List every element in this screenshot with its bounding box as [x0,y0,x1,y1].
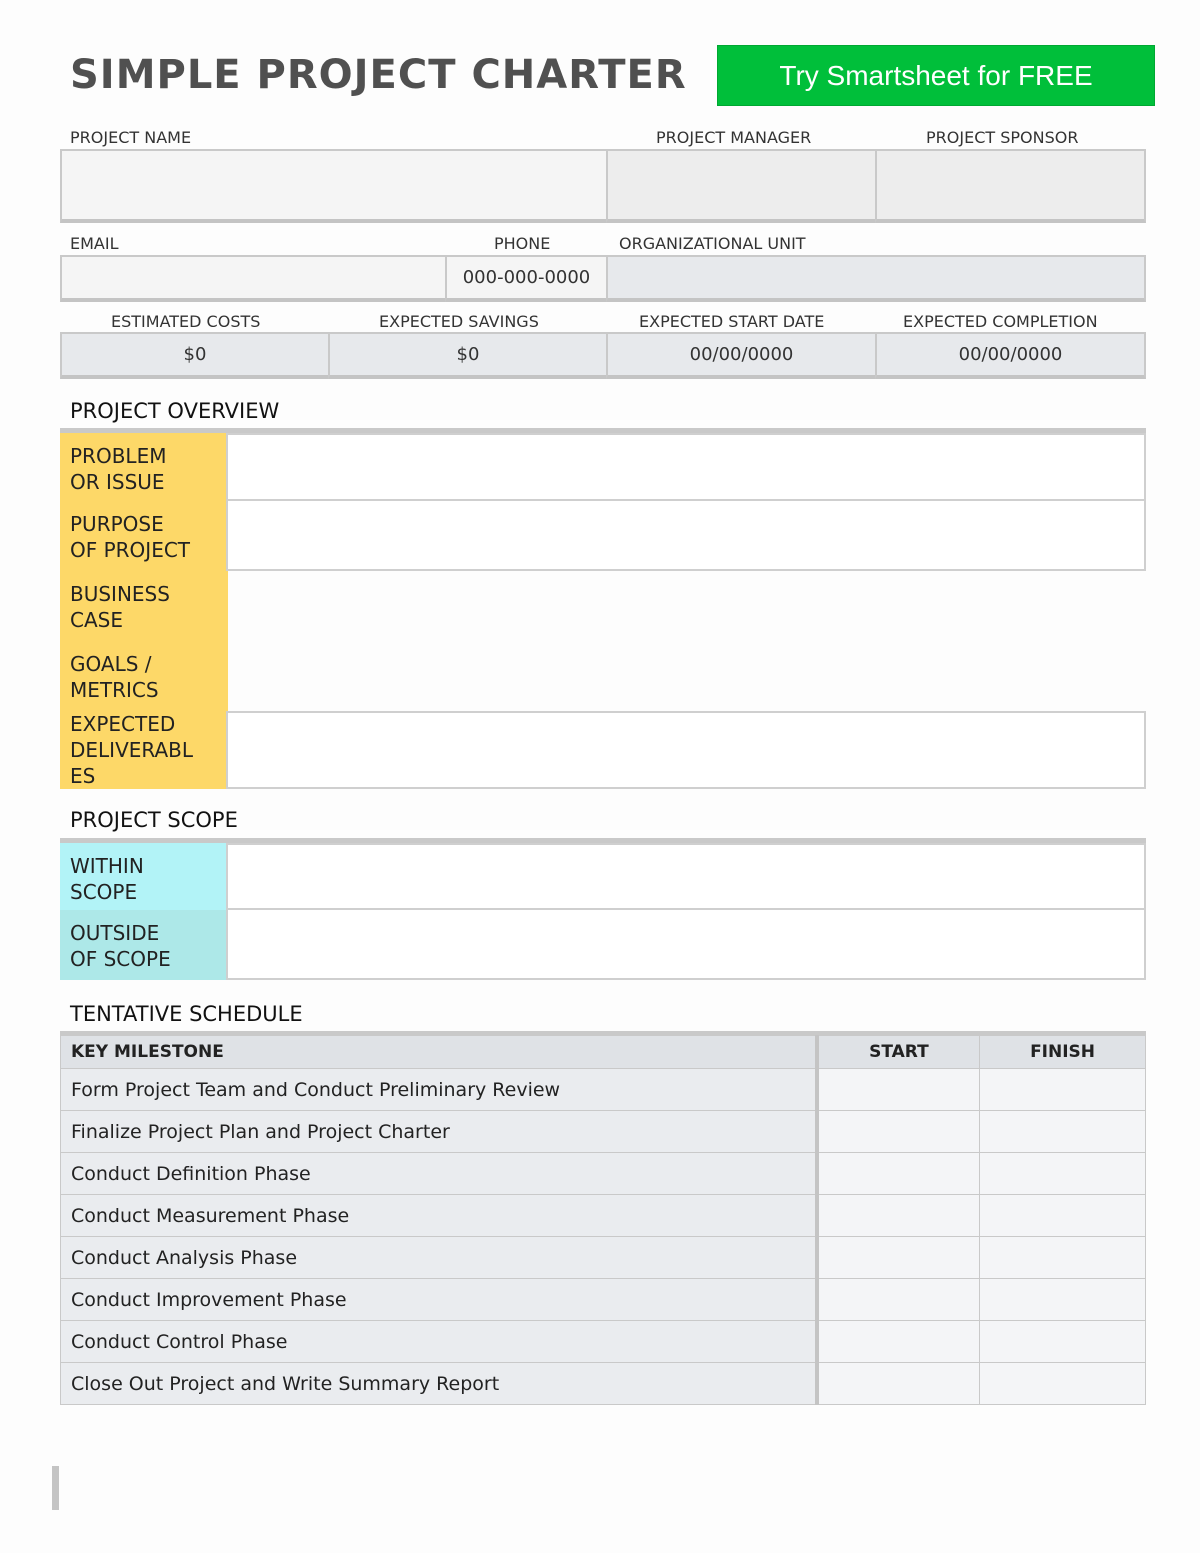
tentative-schedule-heading: TENTATIVE SCHEDULE [70,1002,303,1026]
table-row [61,1237,1146,1279]
problem-or-issue-label [60,433,228,501]
expected-savings-field[interactable]: $0 [328,332,608,379]
purpose-of-project-field[interactable] [226,499,1146,571]
organizational-unit-field[interactable] [606,255,1146,302]
table-row [61,1069,1146,1111]
project-manager-label: PROJECT MANAGER [656,128,812,147]
email-field[interactable] [60,255,447,302]
outside-of-scope-label [60,910,228,980]
expected-savings-label: EXPECTED SAVINGS [379,312,539,331]
finish-cell[interactable] [980,1321,1146,1363]
expected-deliverables-field[interactable] [226,711,1146,789]
schedule-table [60,1035,1146,1405]
table-row [61,1279,1146,1321]
start-cell[interactable] [817,1111,980,1153]
project-sponsor-field[interactable] [875,149,1146,223]
deliverables-line-1: EXPECTED [70,712,176,736]
within-line-2: SCOPE [70,880,138,904]
milestone-cell[interactable]: Conduct Analysis Phase [61,1237,817,1279]
email-label: EMAIL [70,234,119,253]
milestone-cell[interactable]: Conduct Definition Phase [61,1153,817,1195]
start-cell[interactable] [817,1195,980,1237]
milestone-cell[interactable]: Conduct Improvement Phase [61,1279,817,1321]
project-scope-heading: PROJECT SCOPE [70,808,238,832]
finish-cell[interactable] [980,1195,1146,1237]
table-row [61,1153,1146,1195]
finish-cell[interactable] [980,1111,1146,1153]
table-row [61,1195,1146,1237]
problem-line-1: PROBLEM [70,444,167,468]
start-cell[interactable] [817,1237,980,1279]
phone-label: PHONE [494,234,551,253]
milestone-cell[interactable]: Form Project Team and Conduct Preliminary Review [61,1069,817,1111]
finish-cell[interactable] [980,1069,1146,1111]
milestone-cell[interactable]: Conduct Measurement Phase [61,1195,817,1237]
estimated-costs-field[interactable]: $0 [60,332,330,379]
purpose-line-2: OF PROJECT [70,538,191,562]
business-line-1: BUSINESS [70,582,170,606]
within-scope-field[interactable] [226,843,1146,910]
project-overview-heading: PROJECT OVERVIEW [70,399,280,423]
within-line-1: WITHIN [70,854,144,878]
within-scope-label [60,843,228,910]
page-title: SIMPLE PROJECT CHARTER [70,52,687,98]
finish-header: FINISH [980,1036,1146,1069]
table-row [61,1363,1146,1405]
expected-deliverables-label [60,711,228,789]
start-cell[interactable] [817,1363,980,1405]
milestone-cell[interactable]: Close Out Project and Write Summary Report [61,1363,817,1405]
page-marker-bar [52,1466,59,1510]
goals-line-2: METRICS [70,678,159,702]
schedule-header-row [61,1036,1146,1069]
expected-start-date-label: EXPECTED START DATE [639,312,825,331]
project-name-label: PROJECT NAME [70,128,192,147]
deliverables-line-3: ES [70,764,96,788]
start-cell[interactable] [817,1321,980,1363]
problem-or-issue-field[interactable] [226,433,1146,501]
outside-of-scope-field[interactable] [226,908,1146,980]
expected-completion-label: EXPECTED COMPLETION [903,312,1098,331]
finish-cell[interactable] [980,1237,1146,1279]
organizational-unit-label: ORGANIZATIONAL UNIT [619,234,806,253]
problem-line-2: OR ISSUE [70,470,165,494]
goals-line-1: GOALS / [70,652,152,676]
purpose-line-1: PURPOSE [70,512,164,536]
key-milestone-header: KEY MILESTONE [61,1036,817,1069]
start-header: START [817,1036,980,1069]
purpose-of-project-label [60,501,228,571]
start-cell[interactable] [817,1069,980,1111]
finish-cell[interactable] [980,1363,1146,1405]
expected-completion-field[interactable]: 00/00/0000 [875,332,1146,379]
deliverables-line-2: DELIVERABL [70,738,194,762]
milestone-cell[interactable]: Finalize Project Plan and Project Charter [61,1111,817,1153]
business-line-2: CASE [70,608,123,632]
project-name-field[interactable] [60,149,608,223]
milestone-cell[interactable]: Conduct Control Phase [61,1321,817,1363]
finish-cell[interactable] [980,1279,1146,1321]
outside-line-2: OF SCOPE [70,947,171,971]
goals-metrics-label [60,641,228,711]
table-row [61,1111,1146,1153]
start-cell[interactable] [817,1279,980,1321]
start-cell[interactable] [817,1153,980,1195]
estimated-costs-label: ESTIMATED COSTS [111,312,261,331]
phone-field[interactable]: 000-000-0000 [445,255,608,302]
try-smartsheet-button[interactable]: Try Smartsheet for FREE [717,45,1155,106]
project-sponsor-label: PROJECT SPONSOR [926,128,1079,147]
finish-cell[interactable] [980,1153,1146,1195]
expected-start-date-field[interactable]: 00/00/0000 [606,332,877,379]
outside-line-1: OUTSIDE [70,921,160,945]
table-row [61,1321,1146,1363]
project-manager-field[interactable] [606,149,877,223]
business-case-label [60,571,228,641]
